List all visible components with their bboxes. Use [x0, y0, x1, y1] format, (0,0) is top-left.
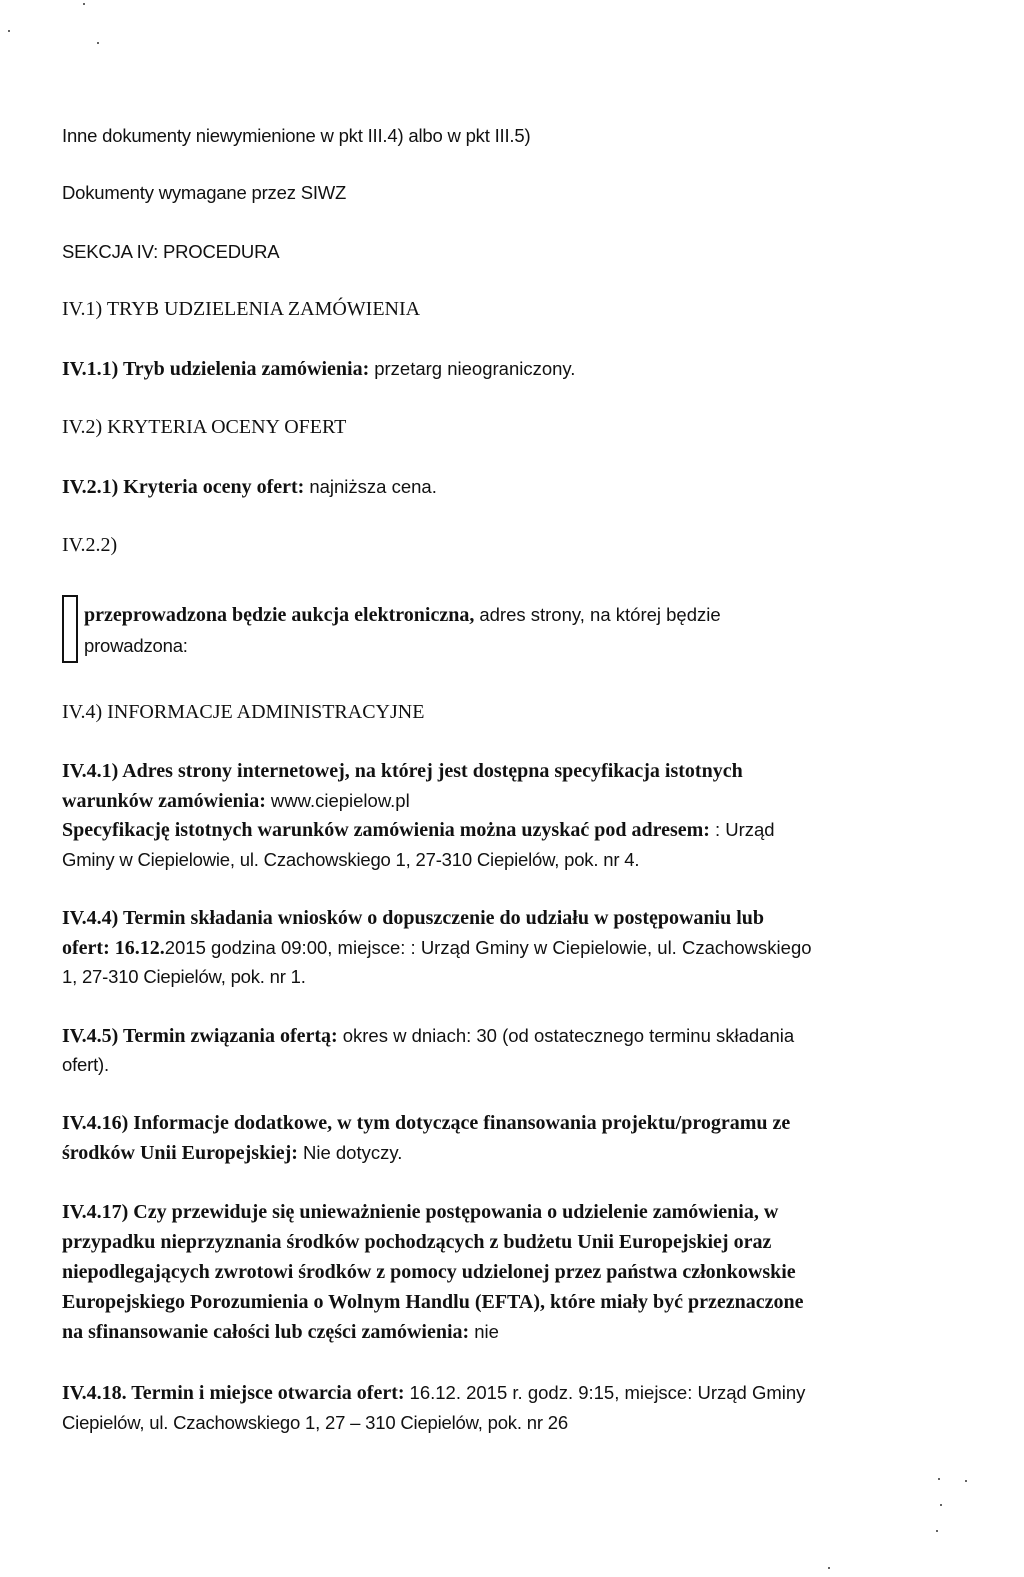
annulment-value: nie [474, 1321, 499, 1342]
deadline-label: ofert: 16.12. [62, 937, 165, 959]
spec-address-line [62, 815, 1018, 845]
deadline-line [62, 933, 1018, 963]
annulment-line-2: przypadku nieprzyznania środków pochodzących z budżetu Unii Europejskiej oraz [62, 1231, 772, 1253]
additional-info-line [62, 1138, 1018, 1168]
heading-iv-1: IV.1) TRYB UDZIELENIA ZAMÓWIENIA [62, 298, 421, 320]
criteria-line [62, 472, 1018, 502]
additional-info-label: środków Unii Europejskiej: [62, 1142, 298, 1164]
annulment-label: na sfinansowanie całości lub części zamówienia: [62, 1321, 470, 1343]
auction-address-text: adres strony, na której będzie [479, 604, 721, 625]
deadline-value: 2015 godzina 09:00, miejsce: : Urząd Gminy w Ciepielowie, ul. Czachowskiego [164, 937, 812, 958]
annulment-line-4: Europejskiego Porozumienia o Wolnym Handlu (EFTA), które miały być przeznaczone [62, 1291, 804, 1313]
website-line [62, 786, 1018, 816]
additional-info-label-line: IV.4.16) Informacje dodatkowe, w tym dotyczące finansowania projektu/programu ze [62, 1112, 791, 1134]
heading-iv-2: IV.2) KRYTERIA OCENY OFERT [62, 416, 347, 438]
scan-speck [965, 1480, 967, 1482]
website-label: warunków zamówienia: [62, 790, 266, 812]
procedure-type-label: IV.1.1) Tryb udzielenia zamówienia: [62, 358, 370, 380]
section-iv-heading: SEKCJA IV: PROCEDURA [62, 241, 280, 262]
additional-info-value: Nie dotyczy. [302, 1142, 403, 1163]
opening-value: 16.12. 2015 r. godz. 9:15, miejsce: Urząd Gminy [409, 1382, 806, 1403]
spec-address-continued: Gminy w Ciepielowie, ul. Czachowskiego 1, 27-310 Ciepielów, pok. nr 4. [62, 849, 640, 870]
website-label-line: IV.4.1) Adres strony internetowej, na której jest dostępna specyfikacja istotnych [62, 760, 743, 782]
binding-value: okres w dniach: 30 (od ostatecznego terminu składania [342, 1025, 795, 1046]
auction-conducted-line: prowadzona: [84, 635, 188, 656]
auction-label: przeprowadzona będzie aukcja elektroniczna, [84, 604, 475, 626]
scan-speck [97, 42, 99, 44]
criteria-value: najniższa cena. [309, 476, 437, 497]
criteria-label: IV.2.1) Kryteria oceny ofert: [62, 476, 305, 498]
heading-iv-4: IV.4) INFORMACJE ADMINISTRACYJNE [62, 701, 425, 723]
opening-continued: Ciepielów, ul. Czachowskiego 1, 27 – 310 Ciepielów, pok. nr 26 [62, 1412, 568, 1433]
procedure-type-line [62, 354, 1018, 384]
scan-speck [936, 1530, 938, 1532]
auction-line [84, 600, 1018, 630]
opening-label: IV.4.18. Termin i miejsce otwarcia ofert: [62, 1382, 405, 1404]
annulment-line-1: IV.4.17) Czy przewiduje się unieważnienie postępowania o udzielenie zamówienia, w [62, 1201, 779, 1223]
annulment-line-5 [62, 1317, 1018, 1347]
other-documents-line: Inne dokumenty niewymienione w pkt III.4) albo w pkt III.5) [62, 125, 531, 146]
scan-speck [83, 3, 85, 5]
spec-address-value: : Urząd [714, 819, 775, 840]
website-url: www.ciepielow.pl [270, 790, 410, 811]
auction-checkbox[interactable] [62, 595, 78, 663]
annulment-line-3: niepodlegających zwrotowi środków z pomocy udzielonej przez państwa członkowskie [62, 1261, 796, 1283]
section-iv-2-2: IV.2.2) [62, 534, 118, 556]
binding-label: IV.4.5) Termin związania ofertą: [62, 1025, 338, 1047]
scan-speck [938, 1478, 940, 1480]
spec-address-label: Specyfikację istotnych warunków zamówienia można uzyskać pod adresem: [62, 819, 710, 841]
procedure-type-value: przetarg nieograniczony. [374, 358, 576, 379]
deadline-label-line: IV.4.4) Termin składania wniosków o dopuszczenie do udziału w postępowaniu lub [62, 907, 765, 929]
scan-speck [828, 1567, 830, 1569]
opening-line [62, 1378, 1018, 1408]
siwz-documents-line: Dokumenty wymagane przez SIWZ [62, 182, 347, 203]
scan-speck [8, 30, 10, 32]
binding-line [62, 1021, 1018, 1051]
deadline-continued: 1, 27-310 Ciepielów, pok. nr 1. [62, 966, 306, 987]
binding-continued: ofert). [62, 1054, 109, 1075]
scan-speck [940, 1504, 942, 1506]
